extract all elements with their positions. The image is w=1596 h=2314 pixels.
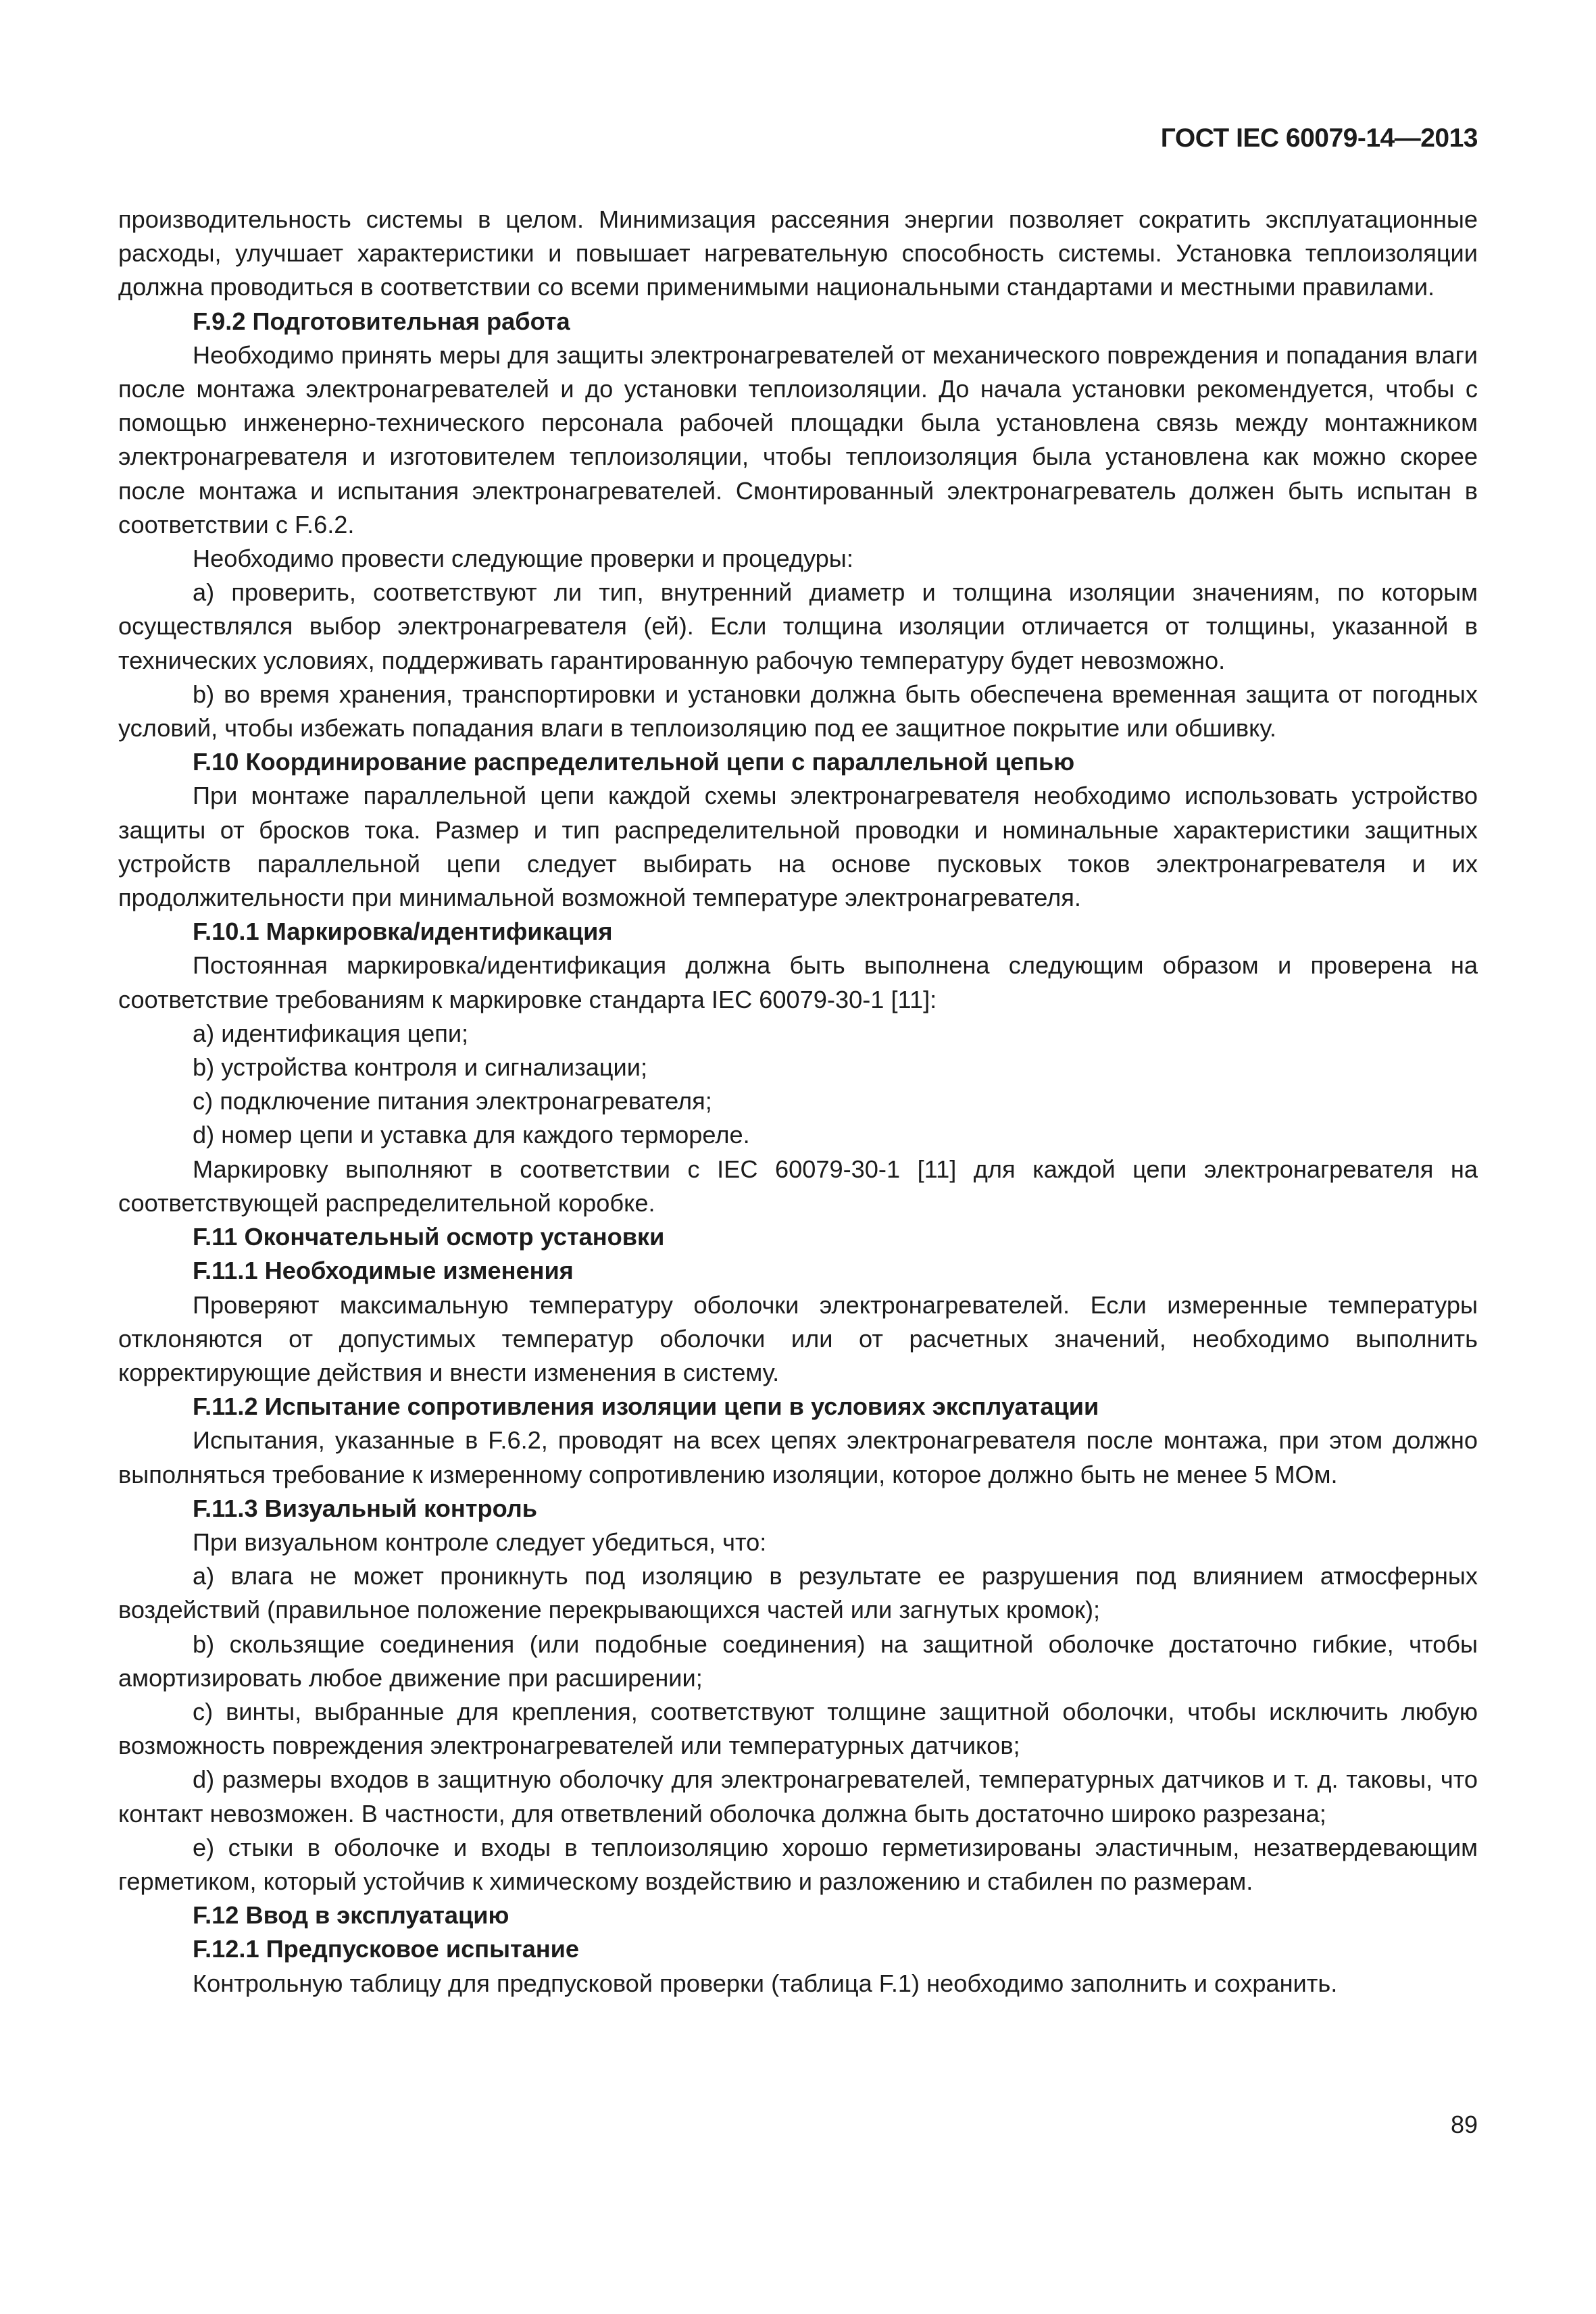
paragraph: b) во время хранения, транспортировки и установки должна быть обеспечена временная защита от погодных условий, чтобы избежать попадания влаги в теплоизоляцию под ее защитное покрытие или обшивку. — [118, 680, 1478, 743]
section-heading: F.11 Окончательный осмотр установки — [193, 1223, 665, 1251]
paragraph: При визуальном контроле следует убедиться, что: — [193, 1528, 767, 1556]
paragraph: c) винты, выбранные для крепления, соответствуют толщине защитной оболочки, чтобы исключить любую возможность повреждения электронагревателей или температурных датчиков; — [118, 1697, 1478, 1760]
section-heading: F.12.1 Предпусковое испытание — [193, 1935, 580, 1963]
paragraph: При монтаже параллельной цепи каждой схемы электронагревателя необходимо использовать устройство защиты от бросков тока. Размер и тип распределительной проводки и номинальные характеристики защитных устройств параллельной цепи следует выбирать на основе пусковых токов электронагревателя и их продолжительности при минимальной возможной температуре электронагревателя. — [118, 782, 1478, 912]
paragraph: a) влага не может проникнуть под изоляцию в результате ее разрушения под влиянием атмосферных воздействий (правильное положение перекрывающихся частей или загнутых кромок); — [118, 1562, 1478, 1624]
paragraph: производительность системы в целом. Минимизация рассеяния энергии позволяет сократить эксплуатационные расходы, улучшает характеристики и повышает нагревательную способность системы. Установка теплоизоляции должна проводиться в соответствии со всеми применимыми национальными стандартами и местными правилами. — [118, 205, 1478, 301]
section-heading: F.10 Координирование распределительной цепи с параллельной цепью — [193, 748, 1075, 776]
section-heading: F.10.1 Маркировка/идентификация — [193, 917, 613, 946]
paragraph: Контрольную таблицу для предпусковой проверки (таблица F.1) необходимо заполнить и сохранить. — [193, 1969, 1338, 1997]
paragraph: a) проверить, соответствуют ли тип, внутренний диаметр и толщина изоляции значениям, по которым осуществлялся выбор электронагревателя (ей). Если толщина изоляции отличается от толщины, указанной в технических условиях, поддерживать гарантированную рабочую температуру будет невозможно. — [118, 578, 1478, 674]
paragraph: c) подключение питания электронагревателя; — [193, 1087, 712, 1115]
document-body — [118, 203, 1478, 2001]
section-heading: F.11.2 Испытание сопротивления изоляции цепи в условиях эксплуатации — [193, 1392, 1099, 1421]
paragraph: Испытания, указанные в F.6.2, проводят на всех цепях электронагревателя после монтажа, при этом должно выполняться требование к измеренному сопротивлению изоляции, которое должно быть не менее 5 МОм. — [118, 1426, 1478, 1488]
paragraph: a) идентификация цепи; — [193, 1019, 469, 1047]
section-heading: F.11.1 Необходимые изменения — [193, 1257, 574, 1285]
paragraph: e) стыки в оболочке и входы в теплоизоляцию хорошо герметизированы эластичным, незатвердевающим герметиком, который устойчив к химическому воздействию и разложению и стабилен по размерам. — [118, 1833, 1478, 1895]
paragraph: d) номер цепи и уставка для каждого термореле. — [193, 1121, 750, 1149]
paragraph: d) размеры входов в защитную оболочку для электронагревателей, температурных датчиков и т. д. таковы, что контакт невозможен. В частности, для ответвлений оболочка должна быть достаточно широко разрезана; — [118, 1765, 1478, 1828]
paragraph: b) устройства контроля и сигнализации; — [193, 1053, 648, 1082]
paragraph: Необходимо провести следующие проверки и процедуры: — [193, 545, 853, 573]
paragraph: Маркировку выполняют в соответствии с IEC 60079-30-1 [11] для каждой цепи электронагревателя на соответствующей распределительной коробке. — [118, 1155, 1478, 1217]
paragraph: Необходимо принять меры для защиты электронагревателей от механического повреждения и попадания влаги после монтажа электронагревателей и до установки теплоизоляции. До начала установки рекомендуется, чтобы с помощью инженерно-технического персонала рабочей площадки была установлена связь между монтажником электронагревателя и изготовителем теплоизоляции, чтобы теплоизоляция была установлена как можно скорее после монтажа и испытания электронагревателей. Смонтированный электронагреватель должен быть испытан в соответствии с F.6.2. — [118, 341, 1478, 538]
section-heading: F.9.2 Подготовительная работа — [193, 307, 570, 335]
paragraph: Постоянная маркировка/идентификация должна быть выполнена следующим образом и проверена на соответствие требованиям к маркировке стандарта IEC 60079-30-1 [11]: — [118, 951, 1478, 1013]
section-heading: F.12 Ввод в эксплуатацию — [193, 1901, 509, 1930]
document-header: ГОСТ IEC 60079-14—2013 — [1160, 124, 1478, 153]
paragraph: b) скользящие соединения (или подобные соединения) на защитной оболочке достаточно гибкие, чтобы амортизировать любое движение при расширении; — [118, 1630, 1478, 1692]
section-heading: F.11.3 Визуальный контроль — [193, 1494, 538, 1522]
paragraph: Проверяют максимальную температуру оболочки электронагревателей. Если измеренные температуры отклоняются от допустимых температур оболочки или от расчетных значений, необходимо выполнить корректирующие действия и внести изменения в систему. — [118, 1290, 1478, 1386]
page-number: 89 — [1450, 2111, 1478, 2138]
